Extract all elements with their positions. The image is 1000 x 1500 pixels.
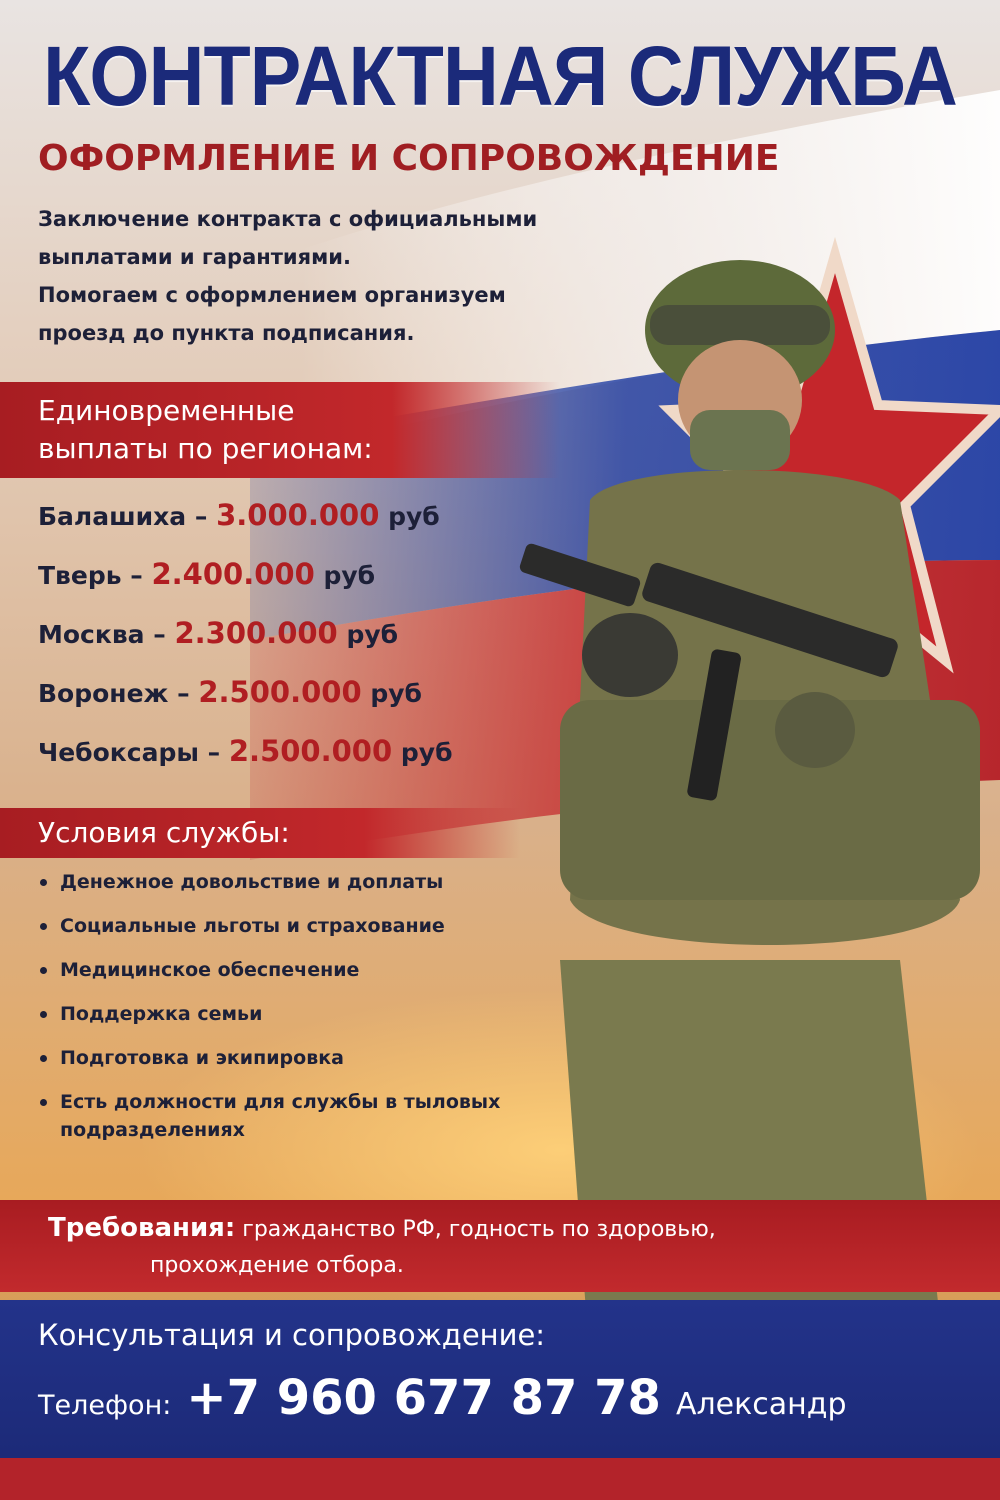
contact-band: [0, 1300, 1000, 1458]
condition-text: Поддержка семьи: [60, 1003, 263, 1025]
payment-row: Чебоксары – 2.500.000 руб: [38, 734, 453, 768]
phone-label: Телефон:: [38, 1390, 172, 1421]
payment-region: Чебоксары: [38, 738, 199, 767]
payment-region: Москва: [38, 620, 145, 649]
payment-unit: руб: [388, 502, 440, 531]
payment-region: Тверь: [38, 561, 122, 590]
payments-heading-band: [0, 382, 560, 478]
payments-list: [38, 498, 453, 793]
condition-item: [38, 1044, 538, 1072]
phone-row: [38, 1370, 847, 1426]
payment-amount: 2.500.000: [228, 734, 393, 768]
bullet-icon: [40, 967, 47, 974]
condition-text: Медицинское обеспечение: [60, 959, 360, 981]
condition-item: [38, 912, 538, 940]
bullet-icon: [40, 1011, 47, 1018]
payment-region: Воронеж: [38, 679, 169, 708]
requirements-text-2: прохождение отбора.: [150, 1253, 404, 1278]
payment-amount: 2.300.000: [174, 616, 338, 650]
payment-amount: 2.400.000: [151, 557, 315, 591]
condition-item: [38, 956, 538, 984]
payment-region: Балашиха: [38, 502, 187, 531]
condition-text: Есть должности для службы в тыловых подразделениях: [60, 1091, 501, 1141]
condition-item: [38, 1000, 538, 1028]
bullet-icon: [40, 1099, 47, 1106]
payment-unit: руб: [346, 620, 399, 649]
payment-amount: 3.000.000: [216, 498, 380, 532]
payment-unit: руб: [400, 738, 453, 767]
conditions-list: [38, 868, 538, 1160]
requirements-label: Требования:: [48, 1213, 236, 1243]
conditions-heading-band: [0, 808, 520, 858]
bullet-icon: [40, 1055, 47, 1062]
conditions-heading: Условия службы:: [38, 816, 290, 849]
requirements-text-1: гражданство РФ, годность по здоровью,: [242, 1217, 716, 1242]
payment-unit: руб: [370, 679, 422, 708]
page-title: КОНТРАКТНАЯ СЛУЖБА: [43, 29, 957, 123]
payment-row: Москва – 2.300.000 руб: [38, 616, 399, 650]
condition-item: [38, 1088, 538, 1144]
payment-row: Тверь – 2.400.000 руб: [38, 557, 376, 591]
condition-text: Социальные льготы и страхование: [60, 915, 445, 937]
contact-name: Александр: [675, 1387, 847, 1422]
condition-item: [38, 868, 538, 896]
condition-text: Денежное довольствие и доплаты: [60, 871, 444, 893]
payment-row: Воронеж – 2.500.000 руб: [38, 675, 422, 709]
payment-unit: руб: [323, 561, 376, 590]
intro-line-1: Заключение контракта с официальными выплатами и гарантиями.: [38, 207, 538, 269]
page-subtitle: ОФОРМЛЕНИЕ И СОПРОВОЖДЕНИЕ: [38, 138, 780, 179]
payments-heading-line-1: Единовременные: [38, 394, 295, 427]
bullet-icon: [40, 879, 47, 886]
condition-text: Подготовка и экипировка: [60, 1047, 344, 1069]
intro-text: [38, 200, 598, 352]
bullet-icon: [40, 923, 47, 930]
phone-number[interactable]: +7 960 677 87 78: [186, 1370, 661, 1426]
intro-line-2: Помогаем с оформлением организуем проезд до пункта подписания.: [38, 283, 506, 345]
payment-row: Балашиха – 3.000.000 руб: [38, 498, 440, 532]
footer-red-stripe: [0, 1458, 1000, 1500]
contact-heading: Консультация и сопровождение:: [38, 1318, 546, 1352]
payment-amount: 2.500.000: [198, 675, 362, 709]
payments-heading-line-2: выплаты по регионам:: [38, 432, 373, 465]
requirements-band: [0, 1200, 1000, 1292]
